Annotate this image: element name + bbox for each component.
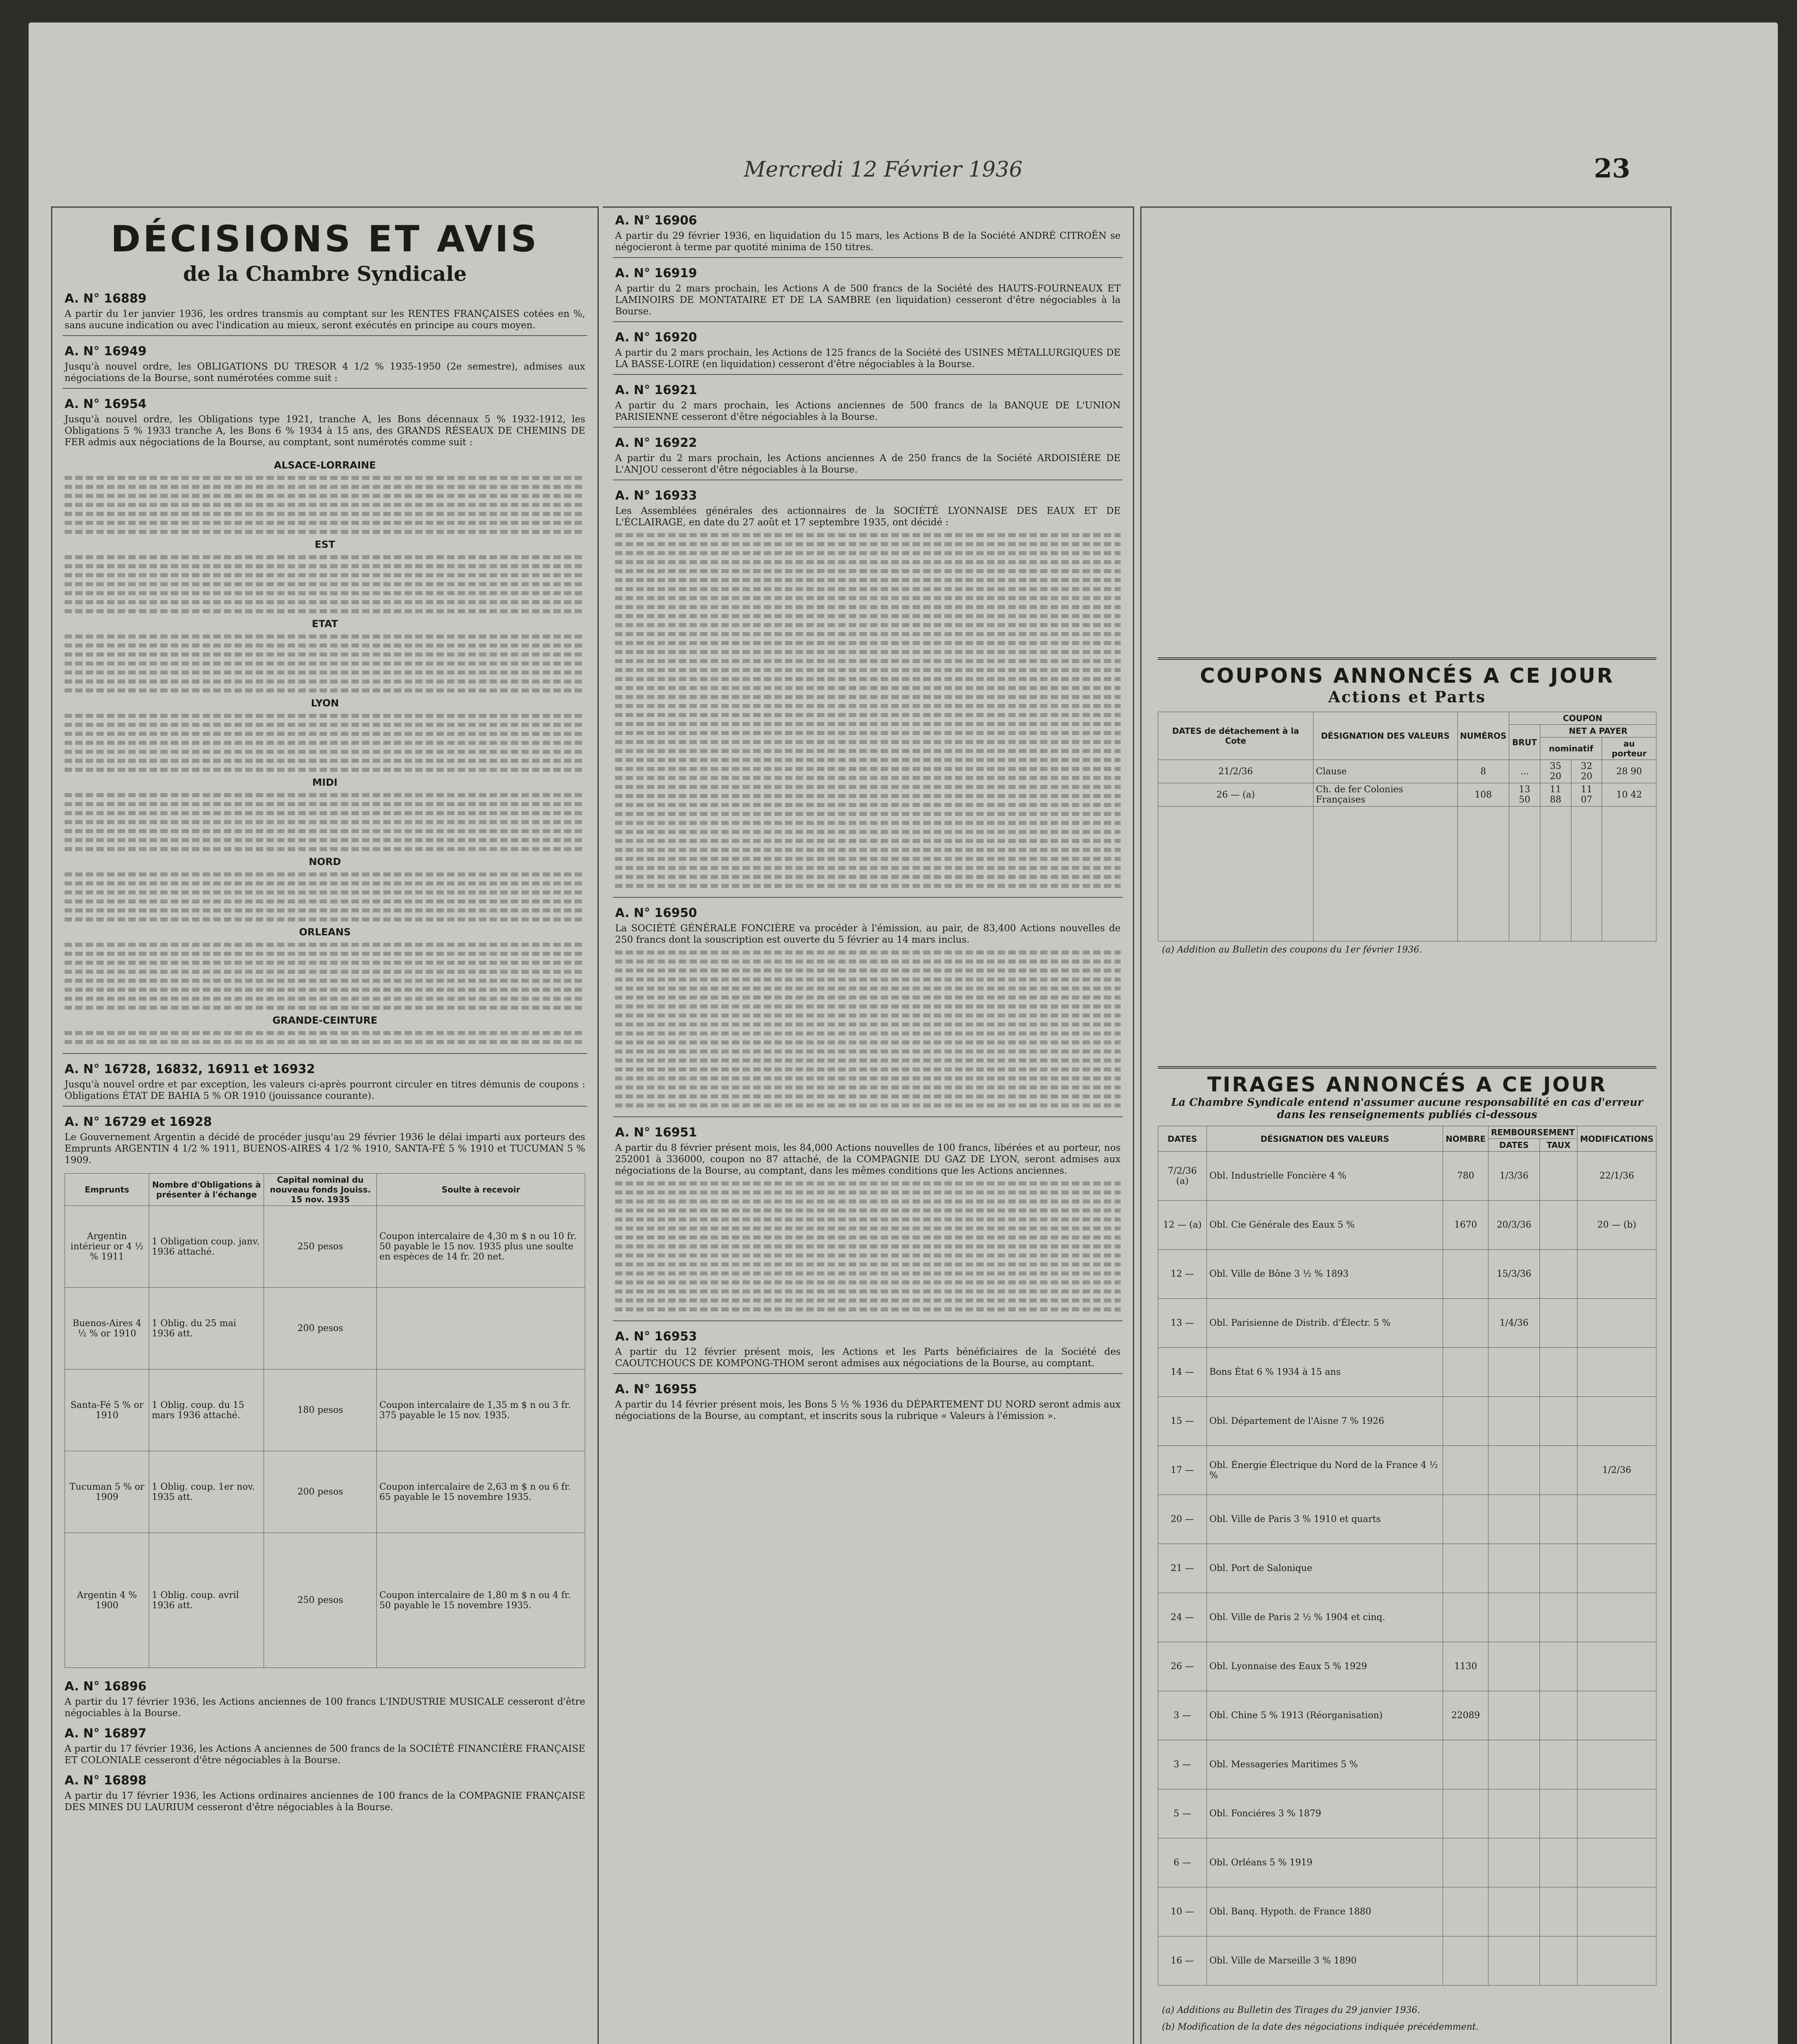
table-cell [1540, 1789, 1577, 1838]
railway-numbering-list [52, 450, 598, 1051]
table-row [1158, 1789, 1656, 1838]
table-cell [1488, 1348, 1540, 1397]
section-subtitle: de la Chambre Syndicale [183, 262, 467, 286]
notice-number: A. N° 16897 [65, 1726, 147, 1741]
table-cell: 1 Oblig. coup. 1er nov. 1935 att. [149, 1451, 264, 1533]
table-cell: 26 — [1158, 1642, 1207, 1691]
table-cell [1540, 1446, 1577, 1495]
table-cell: Obl. Cie Générale des Eaux 5 % [1207, 1201, 1443, 1250]
table-header: nominatif [1540, 737, 1602, 760]
table-cell: 1 Obligation coup. janv. 1936 attaché. [149, 1206, 264, 1288]
table-cell [1443, 1593, 1488, 1642]
table-header: Nombre d'Obligations à présenter à l'échange [149, 1174, 264, 1206]
table-header: REMBOURSEMENT [1488, 1126, 1578, 1139]
table-cell: 22089 [1443, 1691, 1488, 1740]
coupons-table [1158, 712, 1656, 941]
table-row [1158, 760, 1656, 783]
divider [613, 321, 1123, 322]
table-cell: ... [1509, 760, 1540, 783]
tirages-table [1158, 1126, 1656, 1986]
tirages-footnote: (a) Additions au Bulletin des Tirages du 29 janvier 1936. [1162, 2005, 1421, 2015]
table-header: MODIFICATIONS [1578, 1126, 1656, 1152]
table-header: COUPON [1509, 712, 1656, 725]
table-row [65, 1451, 585, 1533]
table-cell [1488, 1740, 1540, 1789]
notice [52, 1721, 598, 1768]
table-cell: 1 Oblig. du 25 mai 1936 att. [149, 1288, 264, 1369]
numbering-block [65, 459, 585, 1044]
table-cell: 108 [1457, 783, 1509, 807]
table-cell: 3 — [1158, 1691, 1207, 1740]
table-cell: 200 pesos [264, 1451, 377, 1533]
table-cell [1488, 1887, 1540, 1936]
table-cell [1540, 1691, 1577, 1740]
notice-text: Le Gouvernement Argentin a décidé de procéder jusqu'au 29 février 1936 le délai imparti aux porteurs des Emprunts ARGENTIN 4 1/2 % 1911, BUENOS-AIRES 4 1/2 % 1910, SANTA-FÉ 5 % 1910 et TUCUMAN 5 % 1909. [65, 1132, 585, 1165]
notice [603, 1324, 1133, 1371]
notice-text: Jusqu'à nouvel ordre, les OBLIGATIONS DU TRESOR 4 1/2 % 1935-1950 (2e semestre), admises aux négociations de la Bourse, sont numérotées comme suit : [65, 361, 585, 383]
group-heading: NORD [309, 856, 341, 867]
notice-number: A. N° 16906 [615, 213, 697, 228]
table-cell: Obl. Chine 5 % 1913 (Réorganisation) [1207, 1691, 1443, 1740]
table-cell: 14 — [1158, 1348, 1207, 1397]
table-cell: Argentin 4 % 1900 [65, 1533, 149, 1668]
table-cell [1488, 1936, 1540, 1986]
notice [603, 1376, 1133, 1423]
table-header: au porteur [1602, 737, 1656, 760]
table-row [65, 1288, 585, 1369]
table-row [1158, 1740, 1656, 1789]
table-cell: Obl. Parisienne de Distrib. d'Électr. 5 % [1207, 1299, 1443, 1348]
notice-number: A. N° 16951 [615, 1125, 697, 1140]
table-cell: 28 90 [1602, 760, 1656, 783]
divider [613, 1116, 1123, 1117]
divider [613, 427, 1123, 428]
table-row [65, 1206, 585, 1288]
notice-text: A partir du 17 février 1936, les Actions anciennes de 100 francs L'INDUSTRIE MUSICALE cesseront d'être négociables à la Bourse. [65, 1697, 585, 1719]
table-header: DATES [1488, 1139, 1540, 1152]
notice-text: A partir du 2 mars prochain, les Actions A de 500 francs de la Société des HAUTS-FOURNEAUX ET LAMINOIRS DE MONTATAIRE ET DE LA SAMBRE (en liquidation) cesseront d'être négociables à la Bourse. [615, 283, 1121, 317]
table-cell [1540, 1348, 1577, 1397]
table-cell [1540, 1593, 1577, 1642]
table-cell: 8 [1457, 760, 1509, 783]
table-cell [1443, 1299, 1488, 1348]
divider [63, 388, 587, 389]
page-header [29, 153, 1778, 190]
coupons-title: COUPONS ANNONCÉS A CE JOUR [1158, 657, 1656, 688]
group-heading: ALSACE-LORRAINE [274, 459, 376, 471]
table-row [1158, 1299, 1656, 1348]
notice-number: A. N° 16896 [65, 1679, 147, 1694]
notice-text: La SOCIÉTÉ GÉNÉRALE FONCIÈRE va procéder à l'émission, au pair, de 83,400 Actions nouvelles de 250 francs dont la souscription est ouverte du 5 février au 14 mars inclus. [615, 923, 1121, 945]
table-cell [1443, 1544, 1488, 1593]
table-cell: 20/3/36 [1488, 1201, 1540, 1250]
table-cell: Obl. Banq. Hypoth. de France 1880 [1207, 1887, 1443, 1936]
table-cell: Obl. Messageries Maritimes 5 % [1207, 1740, 1443, 1789]
table-cell: Obl. Ville de Bône 3 ½ % 1893 [1207, 1250, 1443, 1299]
table-header: DATES [1158, 1126, 1207, 1152]
table-cell: Obl. Orléans 5 % 1919 [1207, 1838, 1443, 1887]
table-header: NOMBRE [1443, 1126, 1488, 1152]
notice-number: A. N° 16950 [615, 906, 697, 920]
table-cell [1540, 1152, 1577, 1201]
table-cell [1488, 1691, 1540, 1740]
table-cell: Obl. Port de Salonique [1207, 1544, 1443, 1593]
group-heading: ETAT [312, 618, 338, 630]
table-row [1158, 1936, 1656, 1986]
table-cell [1540, 1250, 1577, 1299]
notice [603, 900, 1133, 1114]
notice-number: A. N° 16954 [65, 397, 147, 411]
table-cell: Obl. Département de l'Aisne 7 % 1926 [1207, 1397, 1443, 1446]
table-cell [1443, 1887, 1488, 1936]
notice [603, 1120, 1133, 1318]
divider [63, 335, 587, 336]
table-cell [1540, 1740, 1577, 1789]
table-cell [1578, 1593, 1656, 1642]
table-cell: 20 — [1158, 1495, 1207, 1544]
table-cell [1443, 1446, 1488, 1495]
notice [603, 377, 1133, 424]
table-cell: 17 — [1158, 1446, 1207, 1495]
table-cell [1443, 1740, 1488, 1789]
notice-text: A partir du 2 mars prochain, les Actions anciennes A de 250 francs de la Société ARDOISIÈRE DE L'ANJOU cesseront d'être négociables à la Bourse. [615, 453, 1121, 475]
notice [52, 1056, 598, 1103]
table-cell [1578, 1691, 1656, 1740]
group-heading: ORLEANS [299, 926, 351, 938]
table-header: Capital nominal du nouveau fonds Jouiss. 15 nov. 1935 [264, 1174, 377, 1206]
notice-text: A partir du 14 février présent mois, les Bons 5 ½ % 1936 du DÉPARTEMENT DU NORD seront admis aux négociations de la Bourse, au comptant, et inscrits sous la rubrique « Valeurs à l'émission ». [615, 1399, 1121, 1421]
table-cell: 15 — [1158, 1397, 1207, 1446]
group-heading: EST [314, 539, 336, 550]
table-cell [1488, 1838, 1540, 1887]
page-number: 23 [1594, 153, 1631, 184]
table-header: DÉSIGNATION DES VALEURS [1313, 712, 1457, 760]
divider [63, 1106, 587, 1107]
table-cell [1540, 1201, 1577, 1250]
table-cell: 11 07 [1571, 783, 1602, 807]
table-row [1158, 1250, 1656, 1299]
table-cell [1578, 1936, 1656, 1986]
column-coupons-tirages [1140, 206, 1672, 2044]
table-header: DATES de détachement à la Cote [1158, 712, 1314, 760]
table-header: NUMÉROS [1457, 712, 1509, 760]
table-cell: 250 pesos [264, 1206, 377, 1288]
table-cell: 1 Oblig. coup. du 15 mars 1936 attaché. [149, 1369, 264, 1451]
table-cell: 1670 [1443, 1201, 1488, 1250]
table-cell [1578, 1838, 1656, 1887]
table-cell: 1/2/36 [1578, 1446, 1656, 1495]
table-cell: Bons État 6 % 1934 à 15 ans [1207, 1348, 1443, 1397]
table-cell [1443, 1348, 1488, 1397]
group-heading: LYON [311, 697, 339, 709]
notice-text: A partir du 2 mars prochain, les Actions de 125 francs de la Société des USINES MÉTALLURGIQUES DE LA BASSE-LOIRE (en liquidation) cesseront d'être négociables à la Bourse. [615, 347, 1121, 370]
notice [52, 338, 598, 385]
table-cell: 12 — [1158, 1250, 1207, 1299]
table-cell [1540, 1838, 1577, 1887]
table-cell: Obl. Ville de Paris 2 ½ % 1904 et cinq. [1207, 1593, 1443, 1642]
notice-text: A partir du 17 février 1936, les Actions A anciennes de 500 francs de la SOCIÉTÉ FINANCIÈRE FRANÇAISE ET COLONIALE cesseront d'être négociables à la Bourse. [65, 1744, 585, 1766]
notice-text: A partir du 2 mars prochain, les Actions anciennes de 500 francs de la BANQUE DE L'UNION PARISIENNE cesseront d'être négociables à la Bourse. [615, 400, 1121, 422]
notice-number: A. N° 16953 [615, 1329, 697, 1344]
table-cell [1488, 1593, 1540, 1642]
table-cell: 10 42 [1602, 783, 1656, 807]
notice-number: A. N° 16919 [615, 266, 697, 280]
table-cell: Ch. de fer Colonies Françaises [1313, 783, 1457, 807]
notice-text: A partir du 29 février 1936, en liquidation du 15 mars, les Actions B de la Société ANDRÉ CITROËN se négocieront à terme par quotité minima de 150 titres. [615, 231, 1121, 253]
table-cell: 26 — (a) [1158, 783, 1314, 807]
table-row [1158, 1691, 1656, 1740]
table-cell [1443, 1250, 1488, 1299]
table-cell [1443, 1397, 1488, 1446]
table-cell: 13 50 [1509, 783, 1540, 807]
table-header: NET A PAYER [1540, 725, 1656, 737]
table-cell: Coupon intercalaire de 1,35 m $ n ou 3 fr. 375 payable le 15 nov. 1935. [377, 1369, 585, 1451]
table-cell [1488, 1544, 1540, 1593]
table-cell [377, 1288, 585, 1369]
table-cell [1540, 1495, 1577, 1544]
table-cell: Obl. Industrielle Foncière 4 % [1207, 1152, 1443, 1201]
table-cell [1578, 1299, 1656, 1348]
table-cell: 24 — [1158, 1593, 1207, 1642]
table-cell: Buenos-Aires 4 ½ % or 1910 [65, 1288, 149, 1369]
table-row [1158, 1348, 1656, 1397]
column-decisions [51, 206, 599, 2044]
table-header: DÉSIGNATION DES VALEURS [1207, 1126, 1443, 1152]
table-cell: Obl. Lyonnaise des Eaux 5 % 1929 [1207, 1642, 1443, 1691]
table-cell: 200 pesos [264, 1288, 377, 1369]
section-title: DÉCISIONS ET AVIS [110, 218, 539, 260]
table-row [1158, 1593, 1656, 1642]
table-cell: 22/1/36 [1578, 1152, 1656, 1201]
table-row [1158, 1887, 1656, 1936]
notice-number: A. N° 16729 et 16928 [65, 1115, 212, 1129]
table-cell [1488, 1495, 1540, 1544]
table-cell: 3 — [1158, 1740, 1207, 1789]
table-cell [1578, 1397, 1656, 1446]
table-cell: 10 — [1158, 1887, 1207, 1936]
notice [52, 1674, 598, 1721]
table-cell: 1/4/36 [1488, 1299, 1540, 1348]
table-row [65, 1533, 585, 1668]
notice-number: A. N° 16922 [615, 436, 697, 450]
notice-number: A. N° 16889 [65, 291, 147, 306]
table-cell: 16 — [1158, 1936, 1207, 1986]
small-print [615, 533, 1121, 888]
table-cell: Argentin intérieur or 4 ½ % 1911 [65, 1206, 149, 1288]
notice-text: A partir du 17 février 1936, les Actions ordinaires anciennes de 100 francs de la COMPAGNIE FRANÇAISE DES MINES DU LAURIUM cesseront d'être négociables à la Bourse. [65, 1791, 585, 1813]
coupons-subtitle: Actions et Parts [1328, 688, 1486, 706]
table-cell: Obl. Énergie Électrique du Nord de la France 4 ½ % [1207, 1446, 1443, 1495]
column-notices [603, 206, 1134, 2044]
divider [613, 374, 1123, 375]
table-cell: 6 — [1158, 1838, 1207, 1887]
divider [613, 897, 1123, 898]
table-cell: Coupon intercalaire de 1,80 m $ n ou 4 fr. 50 payable le 15 novembre 1935. [377, 1533, 585, 1668]
divider [63, 1053, 587, 1054]
table-row [65, 1369, 585, 1451]
table-cell: 1/3/36 [1488, 1152, 1540, 1201]
table-cell [1443, 1789, 1488, 1838]
coupons-section [1158, 657, 1656, 958]
table-cell: 1 Oblig. coup. avril 1936 att. [149, 1533, 264, 1668]
table-cell: 11 88 [1540, 783, 1571, 807]
table-row [1158, 1838, 1656, 1887]
table-row [1158, 1152, 1656, 1201]
table-cell: 5 — [1158, 1789, 1207, 1838]
table-cell [1488, 1446, 1540, 1495]
table-cell: 13 — [1158, 1299, 1207, 1348]
table-cell: Obl. Ville de Marseille 3 % 1890 [1207, 1936, 1443, 1986]
table-cell [1578, 1250, 1656, 1299]
divider [613, 257, 1123, 258]
notice-number: A. N° 16920 [615, 330, 697, 345]
table-cell: 35 20 [1540, 760, 1571, 783]
table-header: TAUX [1540, 1139, 1577, 1152]
table-cell [1578, 1740, 1656, 1789]
tirages-section [1158, 1066, 1656, 2035]
table-cell: 32 20 [1571, 760, 1602, 783]
table-row [1158, 1642, 1656, 1691]
table-cell [1578, 1495, 1656, 1544]
table-cell: 180 pesos [264, 1369, 377, 1451]
table-cell [1443, 1495, 1488, 1544]
notice-number: A. N° 16921 [615, 383, 697, 397]
table-header: Emprunts [65, 1174, 149, 1206]
table-cell: 20 — (b) [1578, 1201, 1656, 1250]
table-cell [1488, 1642, 1540, 1691]
group-heading: GRANDE-CEINTURE [272, 1015, 378, 1026]
coupons-footnote: (a) Addition au Bulletin des coupons du 1er février 1936. [1162, 945, 1422, 955]
table-cell: Obl. Ville de Paris 3 % 1910 et quarts [1207, 1495, 1443, 1544]
table-cell [1540, 1936, 1577, 1986]
table-cell: 21/2/36 [1158, 760, 1314, 783]
notice [52, 391, 598, 450]
table-cell [1540, 1887, 1577, 1936]
table-cell: 15/3/36 [1488, 1250, 1540, 1299]
notice [603, 483, 1133, 894]
table-cell: 1130 [1443, 1642, 1488, 1691]
notice [603, 325, 1133, 372]
table-cell [1578, 1348, 1656, 1397]
table-cell [1578, 1544, 1656, 1593]
table-row [1158, 783, 1656, 807]
notice [52, 286, 598, 333]
issue-date: Mercredi 12 Février 1936 [744, 157, 1023, 182]
notice-number: A. N° 16933 [615, 489, 697, 503]
group-heading: MIDI [312, 777, 338, 788]
table-cell: Clause [1313, 760, 1457, 783]
notice-number: A. N° 16955 [615, 1382, 697, 1396]
table-cell [1488, 1397, 1540, 1446]
notice-text: A partir du 12 février présent mois, les Actions et les Parts bénéficiaires de la Société des CAOUTCHOUCS DE KOMPONG-THOM seront admises aux négociations de la Bourse, au comptant. [615, 1347, 1121, 1369]
notice-number: A. N° 16898 [65, 1773, 147, 1788]
table-cell [1443, 1936, 1488, 1986]
table-cell [1578, 1642, 1656, 1691]
table-cell [1540, 1544, 1577, 1593]
table-cell [1578, 1887, 1656, 1936]
table-cell [1488, 1789, 1540, 1838]
newspaper-page [29, 22, 1778, 2044]
table-cell [1540, 1299, 1577, 1348]
table-cell: Santa-Fé 5 % or 1910 [65, 1369, 149, 1451]
table-cell: Tucuman 5 % or 1909 [65, 1451, 149, 1533]
tirages-disclaimer: La Chambre Syndicale entend n'assumer aucune responsabilité en cas d'erreur dans les renseignements publiés ci-dessous [1171, 1096, 1643, 1121]
notice-text: Jusqu'à nouvel ordre et par exception, les valeurs ci-après pourront circuler en titres démunis de coupons : Obligations ÉTAT DE BAHIA 5 % OR 1910 (jouissance courante). [65, 1079, 585, 1101]
table-row [1158, 1495, 1656, 1544]
notice-number: A. N° 16728, 16832, 16911 et 16932 [65, 1062, 315, 1076]
notice [603, 208, 1133, 255]
table-cell [1443, 1838, 1488, 1887]
small-print [615, 1181, 1121, 1311]
table-cell [1540, 1642, 1577, 1691]
notice-text: A partir du 1er janvier 1936, les ordres transmis au comptant sur les RENTES FRANÇAISES cotées en %, sans aucune indication ou avec l'indication au mieux, seront exécutés en principe au cours moyen. [65, 309, 585, 331]
tirages-footnote: (b) Modification de la date des négociations indiquée précédemment. [1162, 2022, 1479, 2032]
notice [52, 1768, 598, 1815]
notice-text: Jusqu'à nouvel ordre, les Obligations type 1921, tranche A, les Bons décennaux 5 % 1932-1912, les Obligations 5 % 1933 tranche A, les Bons 6 % 1934 à 15 ans, des GRANDS RÉSEAUX DE CHEMINS DE FER admis aux négociations de la Bourse, au comptant, sont numérotés comme suit : [65, 414, 585, 448]
table-header: Soulte à recevoir [377, 1174, 585, 1206]
notice [52, 1109, 598, 1168]
table-cell: 780 [1443, 1152, 1488, 1201]
notice [603, 260, 1133, 319]
notice-text: A partir du 8 février présent mois, les 84,000 Actions nouvelles de 100 francs, libérées et au porteur, nos 252001 à 336000, coupon no 87 attaché, de la COMPAGNIE DU GAZ DE LYON, seront admises aux négociations de la Bourse, au comptant, dans les mêmes conditions que les Actions anciennes. [615, 1143, 1121, 1176]
table-header: BRUT [1509, 725, 1540, 760]
tirages-title: TIRAGES ANNONCÉS A CE JOUR [1158, 1066, 1656, 1096]
divider [613, 1373, 1123, 1374]
table-cell [1578, 1789, 1656, 1838]
table-cell: 7/2/36 (a) [1158, 1152, 1207, 1201]
exchange-table [65, 1173, 585, 1668]
table-cell [1540, 1397, 1577, 1446]
notice-number: A. N° 16949 [65, 344, 147, 359]
notice [603, 430, 1133, 477]
table-row [1158, 1397, 1656, 1446]
table-cell: 250 pesos [264, 1533, 377, 1668]
table-cell: 12 — (a) [1158, 1201, 1207, 1250]
table-cell: 21 — [1158, 1544, 1207, 1593]
small-print [615, 950, 1121, 1107]
table-row [1158, 1201, 1656, 1250]
notice-text: Les Assemblées générales des actionnaires de la SOCIÉTÉ LYONNAISE DES EAUX ET DE L'ÉCLAIRAGE, en date du 27 août et 17 septembre 1935, ont décidé : [615, 506, 1121, 528]
table-cell: Obl. Fonciéres 3 % 1879 [1207, 1789, 1443, 1838]
table-cell: Coupon intercalaire de 4,30 m $ n ou 10 fr. 50 payable le 15 nov. 1935 plus une soulte en espèces de 14 fr. 20 net. [377, 1206, 585, 1288]
table-cell: Coupon intercalaire de 2,63 m $ n ou 6 fr. 65 payable le 15 novembre 1935. [377, 1451, 585, 1533]
divider [613, 1320, 1123, 1321]
table-row [1158, 1544, 1656, 1593]
table-row [1158, 1446, 1656, 1495]
